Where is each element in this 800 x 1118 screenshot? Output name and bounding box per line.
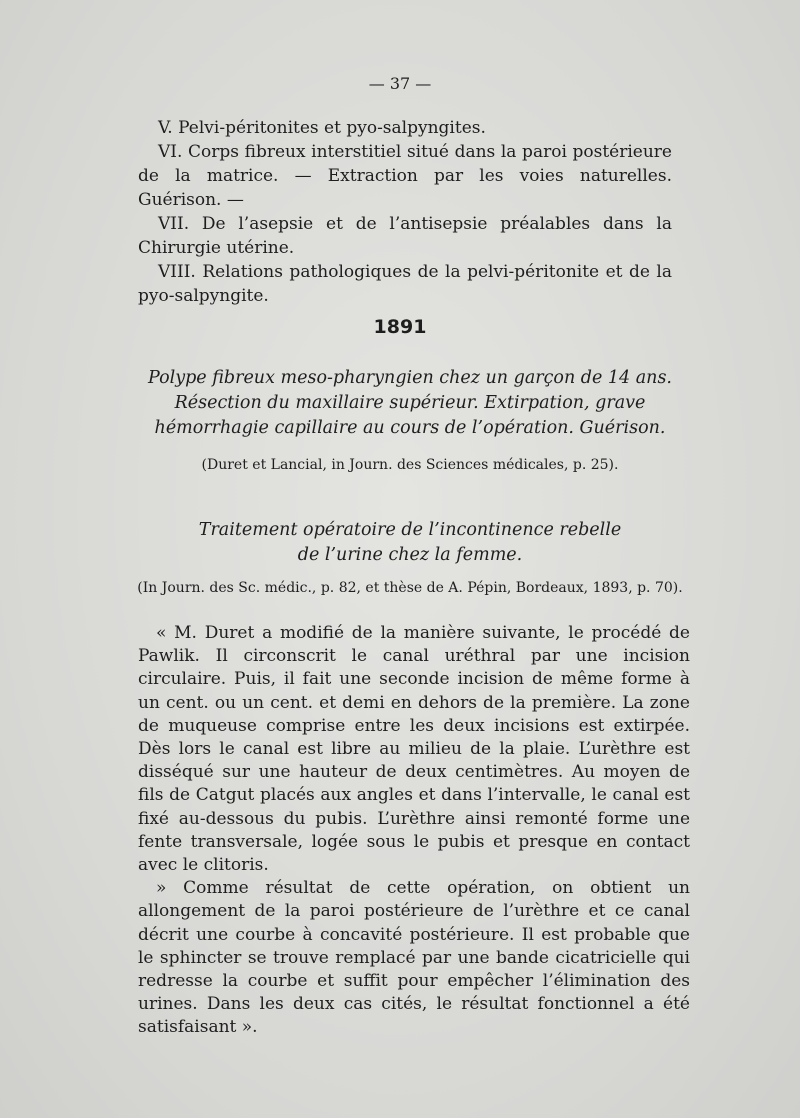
list-item: VII. De l’asepsie et de l’antisepsie préalables dans la Chirurgie utérine. [138,214,672,258]
entry-title: Polype fibreux meso-pharyngien chez un garçon de 14 ans. Résection du maxillaire supérieur. Extirpation, grave hémorrhagie capillaire au cours de l’opération. Guérison. [148,368,672,438]
publication-list [138,116,672,308]
entry-reference: (Duret et Lancial, in Journ. des Sciences médicales, p. 25). [201,457,619,473]
paragraph: » Comme résultat de cette opération, on obtient un allongement de la paroi postérieure de l’urèthre et ce canal décrit une courbe à concavité postérieure. Il est probable que le sphincter se trouve remplacé par une bande cicatricielle qui redresse la courbe et suffit pour empêcher l’élimination des urines. Dans les deux cas cités, le résultat fonctionnel a été satisfaisant ». [138,878,690,1038]
list-item: VIII. Relations pathologiques de la pelvi-péritonite et de la pyo-salpyngite. [138,262,672,306]
page-number: — 37 — [368,74,432,93]
entry-reference: (In Journ. des Sc. médic., p. 82, et thèse de A. Pépin, Bordeaux, 1893, p. 70). [137,580,683,596]
paragraph: « M. Duret a modifié de la manière suivante, le procédé de Pawlik. Il circonscrit le canal uréthral par une incision circulaire. Puis, il fait une seconde incision de même forme à un cent. ou un cent. et demi en dehors de la première. La zone de muqueuse comprise entre les deux incisions est extirpée. Dès lors le canal est libre au milieu de la plaie. L’urèthre est disséqué sur une hauteur de deux centimètres. Au moyen de fils de Catgut placés aux angles et dans l’intervalle, le canal est fixé au-dessous du pubis. L’urèthre ainsi remonté forme une fente transversale, logée sous le pubis et presque en contact avec le clitoris. [138,623,690,876]
quoted-description [138,622,690,1040]
list-item: V. Pelvi-péritonites et pyo-salpyngites. [158,118,486,138]
list-item: VI. Corps fibreux interstitiel situé dans la paroi postérieure de la matrice. — Extraction par les voies naturelles. Guérison. — [138,142,672,210]
entry-title: Traitement opératoire de l’incontinence rebelle de l’urine chez la femme. [198,520,622,565]
year-heading: 1891 [373,316,427,338]
